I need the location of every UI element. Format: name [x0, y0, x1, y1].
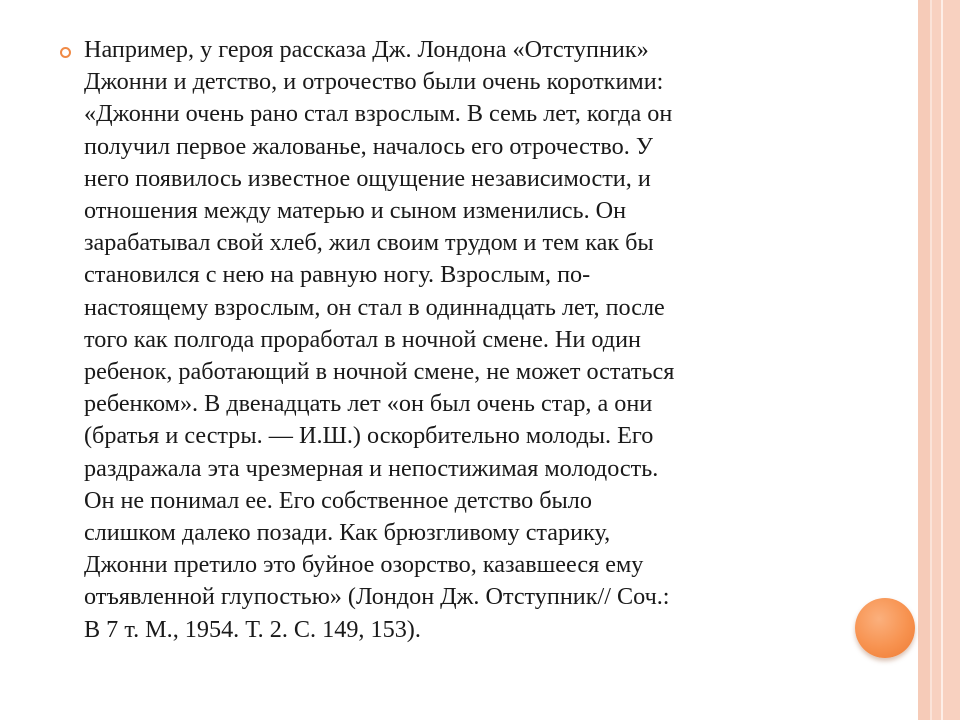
right-decor-thin-line: [941, 0, 943, 720]
text-line: «Джонни очень рано стал взрослым. В семь лет, когда он: [84, 100, 673, 128]
text-line: него появилось известное ощущение независимости, и: [84, 164, 651, 192]
text-line: ребенок, работающий в ночной смене, не может остаться: [84, 358, 675, 386]
text-line: Он не понимал ее. Его собственное детство было: [84, 486, 592, 514]
text-line: отъявленной глупостью» (Лондон Дж. Отступник// Соч.:: [84, 583, 670, 611]
text-line: (братья и сестры. — И.Ш.) оскорбительно молоды. Его: [84, 422, 654, 450]
paragraph-text: [84, 34, 850, 646]
text-line: становился с нею на равную ногу. Взрослым, по-: [84, 261, 591, 289]
bullet-ring-icon: [60, 47, 71, 58]
right-decor-stripe-outer: [932, 0, 960, 720]
slide-content: [60, 34, 850, 646]
text-line: отношения между матерью и сыном изменились. Он: [84, 197, 627, 225]
right-decor-stripe: [918, 0, 930, 720]
text-line: раздражала эта чрезмерная и непостижимая молодость.: [84, 454, 659, 482]
text-line: В 7 т. М., 1954. Т. 2. С. 149, 153).: [84, 615, 421, 643]
text-line: ребенком». В двенадцать лет «он был очень стар, а они: [84, 390, 653, 418]
text-line: того как полгода проработал в ночной смене. Ни один: [84, 325, 641, 353]
decorative-circle: [855, 598, 915, 658]
text-line: Джонни и детство, и отрочество были очень короткими:: [84, 68, 664, 96]
text-line: слишком далеко позади. Как брюзгливому старику,: [84, 519, 611, 547]
text-line: зарабатывал свой хлеб, жил своим трудом и тем как бы: [84, 229, 654, 257]
text-line: настоящему взрослым, он стал в одиннадцать лет, после: [84, 293, 665, 321]
text-line: получил первое жалованье, началось его отрочество. У: [84, 132, 653, 160]
text-line: Например, у героя рассказа Дж. Лондона «Отступник»: [84, 36, 649, 63]
bullet-item: [60, 34, 850, 646]
text-line: Джонни претило это буйное озорство, казавшееся ему: [84, 551, 644, 579]
